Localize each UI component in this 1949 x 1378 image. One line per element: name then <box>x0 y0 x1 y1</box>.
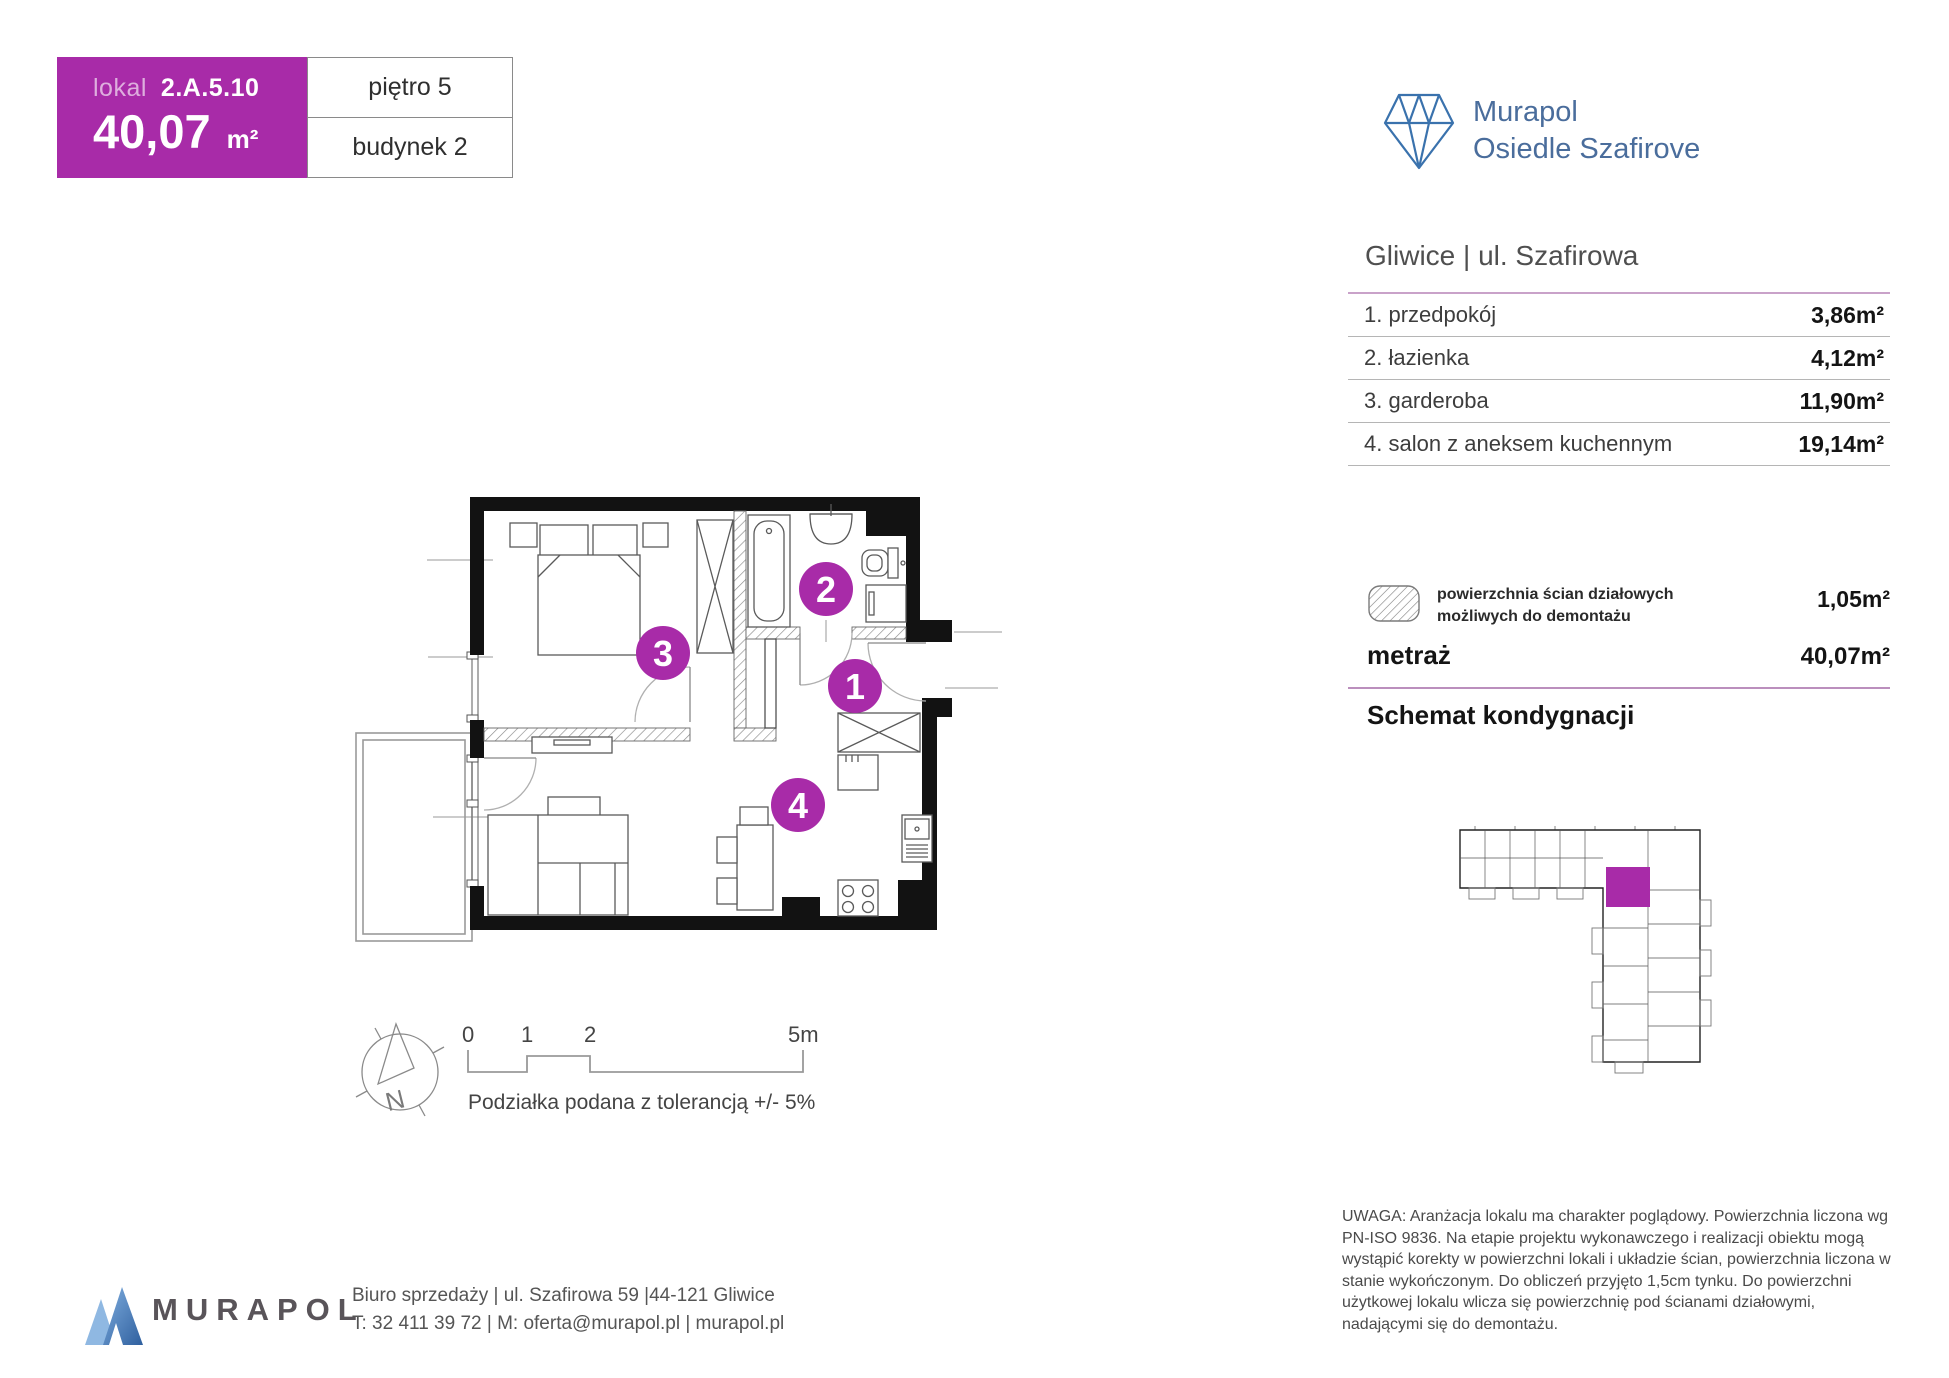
diamond-icon <box>1383 92 1455 172</box>
floor-box <box>307 57 513 118</box>
legend-text: powierzchnia ścian działowych możliwych do demontażu <box>1437 586 1674 625</box>
unit-header <box>57 57 307 178</box>
scale-tick-0: 0 <box>462 1022 475 1047</box>
murapol-logo-text: MURAPOL <box>152 1292 365 1327</box>
scale-tolerance-note: Podziałka podana z tolerancją +/- 5% <box>468 1091 816 1114</box>
scale-tick-2: 2 <box>584 1022 597 1047</box>
corridor-wall <box>765 639 776 728</box>
scale-and-compass <box>330 1010 850 1140</box>
unit-code-line <box>93 74 307 103</box>
scale-tick-1: 1 <box>521 1022 534 1047</box>
sales-office-address: Biuro sprzedaży | ul. Szafirowa 59 |44-121 Gliwice <box>352 1285 775 1306</box>
table-row <box>1348 294 1890 337</box>
building-floor-schematic <box>1455 820 1717 1076</box>
demountable-walls-legend <box>1367 584 1890 628</box>
chair <box>740 807 768 825</box>
room-area: 3,86m² <box>1811 301 1884 328</box>
pillow <box>540 525 588 557</box>
building-label: budynek 2 <box>352 133 468 161</box>
tv <box>554 740 590 745</box>
nightstand <box>510 523 537 547</box>
unit-area-value: 40,07 <box>93 104 211 158</box>
apartment-floorplan <box>330 470 1030 990</box>
highlighted-unit <box>1606 867 1650 907</box>
brand-line2: Osiedle Szafirove <box>1473 133 1701 165</box>
room-number-4: 4 <box>787 785 809 826</box>
hatched-area-icon <box>1367 584 1421 624</box>
schemat-title: Schemat kondygnacji <box>1367 700 1635 730</box>
room-name: 3. garderoba <box>1364 388 1489 413</box>
brand-line1: Murapol <box>1473 96 1578 128</box>
room-name: 1. przedpokój <box>1364 302 1497 327</box>
room-number-3: 3 <box>652 633 674 674</box>
sink <box>810 514 852 544</box>
nightstand <box>643 523 668 547</box>
legend-value: 1,05m² <box>1817 586 1890 612</box>
room-name: 4. salon z aneksem kuchennym <box>1364 431 1673 456</box>
metraz-value: 40,07m² <box>1800 643 1890 670</box>
unit-area-line <box>93 104 307 162</box>
murapol-logo-icon <box>85 1283 155 1347</box>
chair <box>717 837 737 863</box>
balcony <box>356 733 472 941</box>
unit-area-unit: m² <box>226 123 259 154</box>
room-area: 11,90m² <box>1799 387 1884 414</box>
compass-north-label: N <box>382 1083 408 1118</box>
room-number-1: 1 <box>844 666 866 707</box>
table-row <box>1348 337 1890 380</box>
metraz-row <box>1367 640 1890 671</box>
table-row <box>1348 380 1890 423</box>
table-row <box>1348 423 1890 466</box>
room-area: 4,12m² <box>1811 344 1884 371</box>
room-area: 19,14m² <box>1798 430 1884 457</box>
room-number-2: 2 <box>815 569 837 610</box>
floor-label: piętro 5 <box>368 73 452 101</box>
sales-office-contact <box>352 1282 784 1338</box>
divider <box>1348 687 1890 689</box>
pillow <box>593 525 637 557</box>
metraz-label: metraż <box>1367 640 1451 670</box>
scale-tick-5m: 5m <box>788 1022 819 1047</box>
window-wall <box>472 655 478 886</box>
sofa <box>488 815 628 915</box>
lokal-code: 2.A.5.10 <box>160 73 260 102</box>
sales-office-phone-email: T: 32 411 39 72 | M: oferta@murapol.pl | murapol.pl <box>352 1313 785 1334</box>
bed <box>538 555 640 655</box>
disclaimer-text: UWAGA: Aranżacja lokalu ma charakter poglądowy. Powierzchnia liczona wg PN-ISO 9836. Na etapie projektu wykonawczego i realizacji obiektu mogą wystąpić korekty w powierzchni lokali i układzie ścian, powierzchnia liczona w stanie wykończonym. Do obliczeń przyjęto 1,5cm tynku. Do powierzchni użytkowej lokalu wlicza się powierzchnię pod ścianami działowymi, nadającymi się do demontażu. <box>1342 1208 1891 1333</box>
rooms-table <box>1348 292 1890 466</box>
project-location: Gliwice | ul. Szafirowa <box>1365 240 1639 271</box>
room-name: 2. łazienka <box>1364 345 1470 370</box>
brand-name <box>1473 94 1700 168</box>
dining-table <box>737 825 773 910</box>
building-box <box>307 117 513 178</box>
scale-bar <box>462 1022 819 1072</box>
lokal-label: lokal <box>93 73 147 102</box>
chair <box>717 878 737 904</box>
brand-block <box>1383 92 1700 172</box>
